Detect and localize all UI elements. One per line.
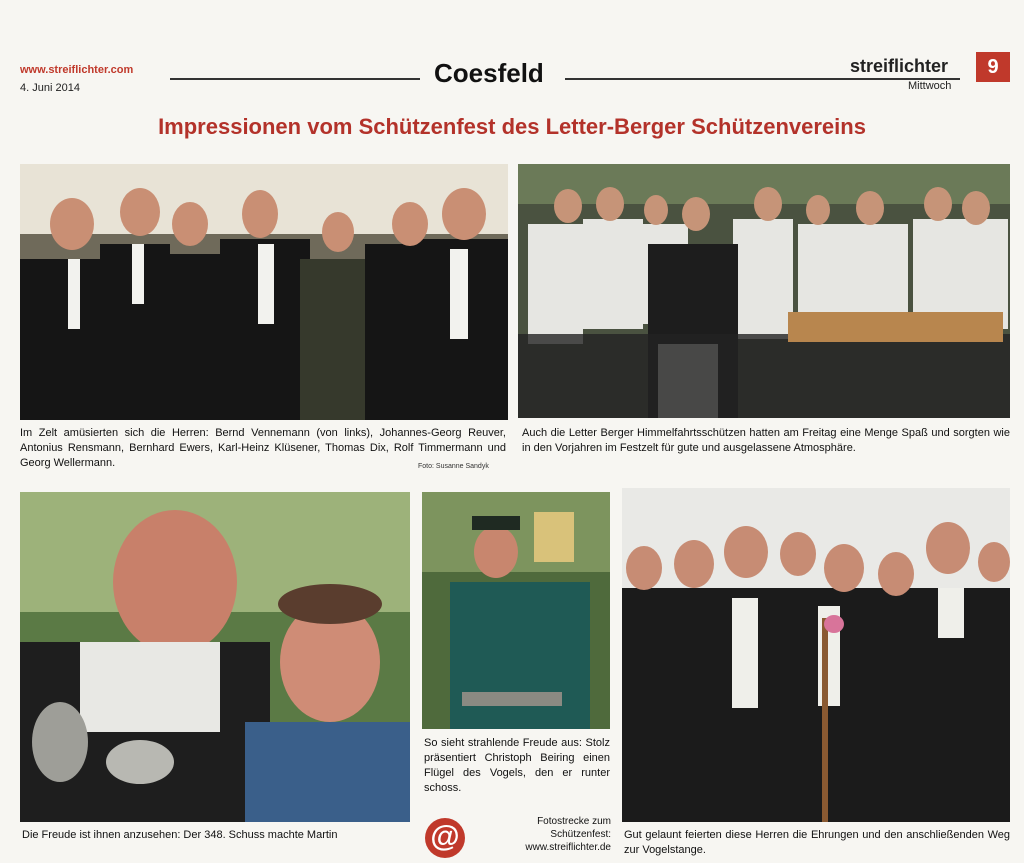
caption-photo-gentlemen-group: Gut gelaunt feierten diese Herren die Ehrungen und den anschließenden Weg zur Vogelstange. xyxy=(624,829,1010,856)
fotostrecke-line2: Schützenfest: xyxy=(550,829,611,840)
fotostrecke-line1: Fotostrecke zum xyxy=(537,816,611,827)
photo-man-with-wing xyxy=(422,492,610,729)
article-headline: Impressionen vom Schützenfest des Letter-Berger Schützenvereins xyxy=(158,114,866,139)
section-title: Coesfeld xyxy=(434,58,544,88)
fotostrecke-link[interactable]: www.streiflichter.de xyxy=(525,842,611,853)
header-rule-left xyxy=(170,78,420,80)
photo-royal-couple xyxy=(20,492,410,822)
page-number-badge: 9 xyxy=(976,52,1010,82)
photo-gentlemen-group xyxy=(622,488,1010,822)
header-rule-right xyxy=(565,78,960,80)
at-icon: @ xyxy=(425,818,465,858)
weekday: Mittwoch xyxy=(908,80,952,92)
caption-photo-men-in-tent: Im Zelt amüsierten sich die Herren: Bernd Vennemann (von links), Johannes-Georg Reuver, Antonius Rensmann, Bernhard Ewers, Karl-Heinz Klüsener, Thomas Dix, Rolf Timmermann und Georg Wellermann. xyxy=(20,427,506,469)
caption-photo-man-with-wing: So sieht strahlende Freude aus: Stolz präsentiert Christoph Beiring einen Flügel des Vogels, den er runter schoss. xyxy=(424,737,610,794)
brand-name: streiflichter xyxy=(850,56,949,76)
issue-date: 4. Juni 2014 xyxy=(20,82,80,94)
caption-photo-royal-couple: Die Freude ist ihnen anzusehen: Der 348. Schuss machte Martin xyxy=(22,829,338,841)
fotostrecke-info xyxy=(493,815,611,854)
website-url[interactable]: www.streiflichter.com xyxy=(20,64,134,76)
photo-shooters-group xyxy=(518,164,1010,418)
caption-photo-shooters-group: Auch die Letter Berger Himmelfahrtsschützen hatten am Freitag eine Menge Spaß und sorgten wie in den Vorjahren im Festzelt für gute und ausgelassene Atmosphäre. xyxy=(522,427,1010,454)
photo-credit: Foto: Susanne Sandyk xyxy=(418,463,489,470)
photo-men-in-tent xyxy=(20,164,508,420)
